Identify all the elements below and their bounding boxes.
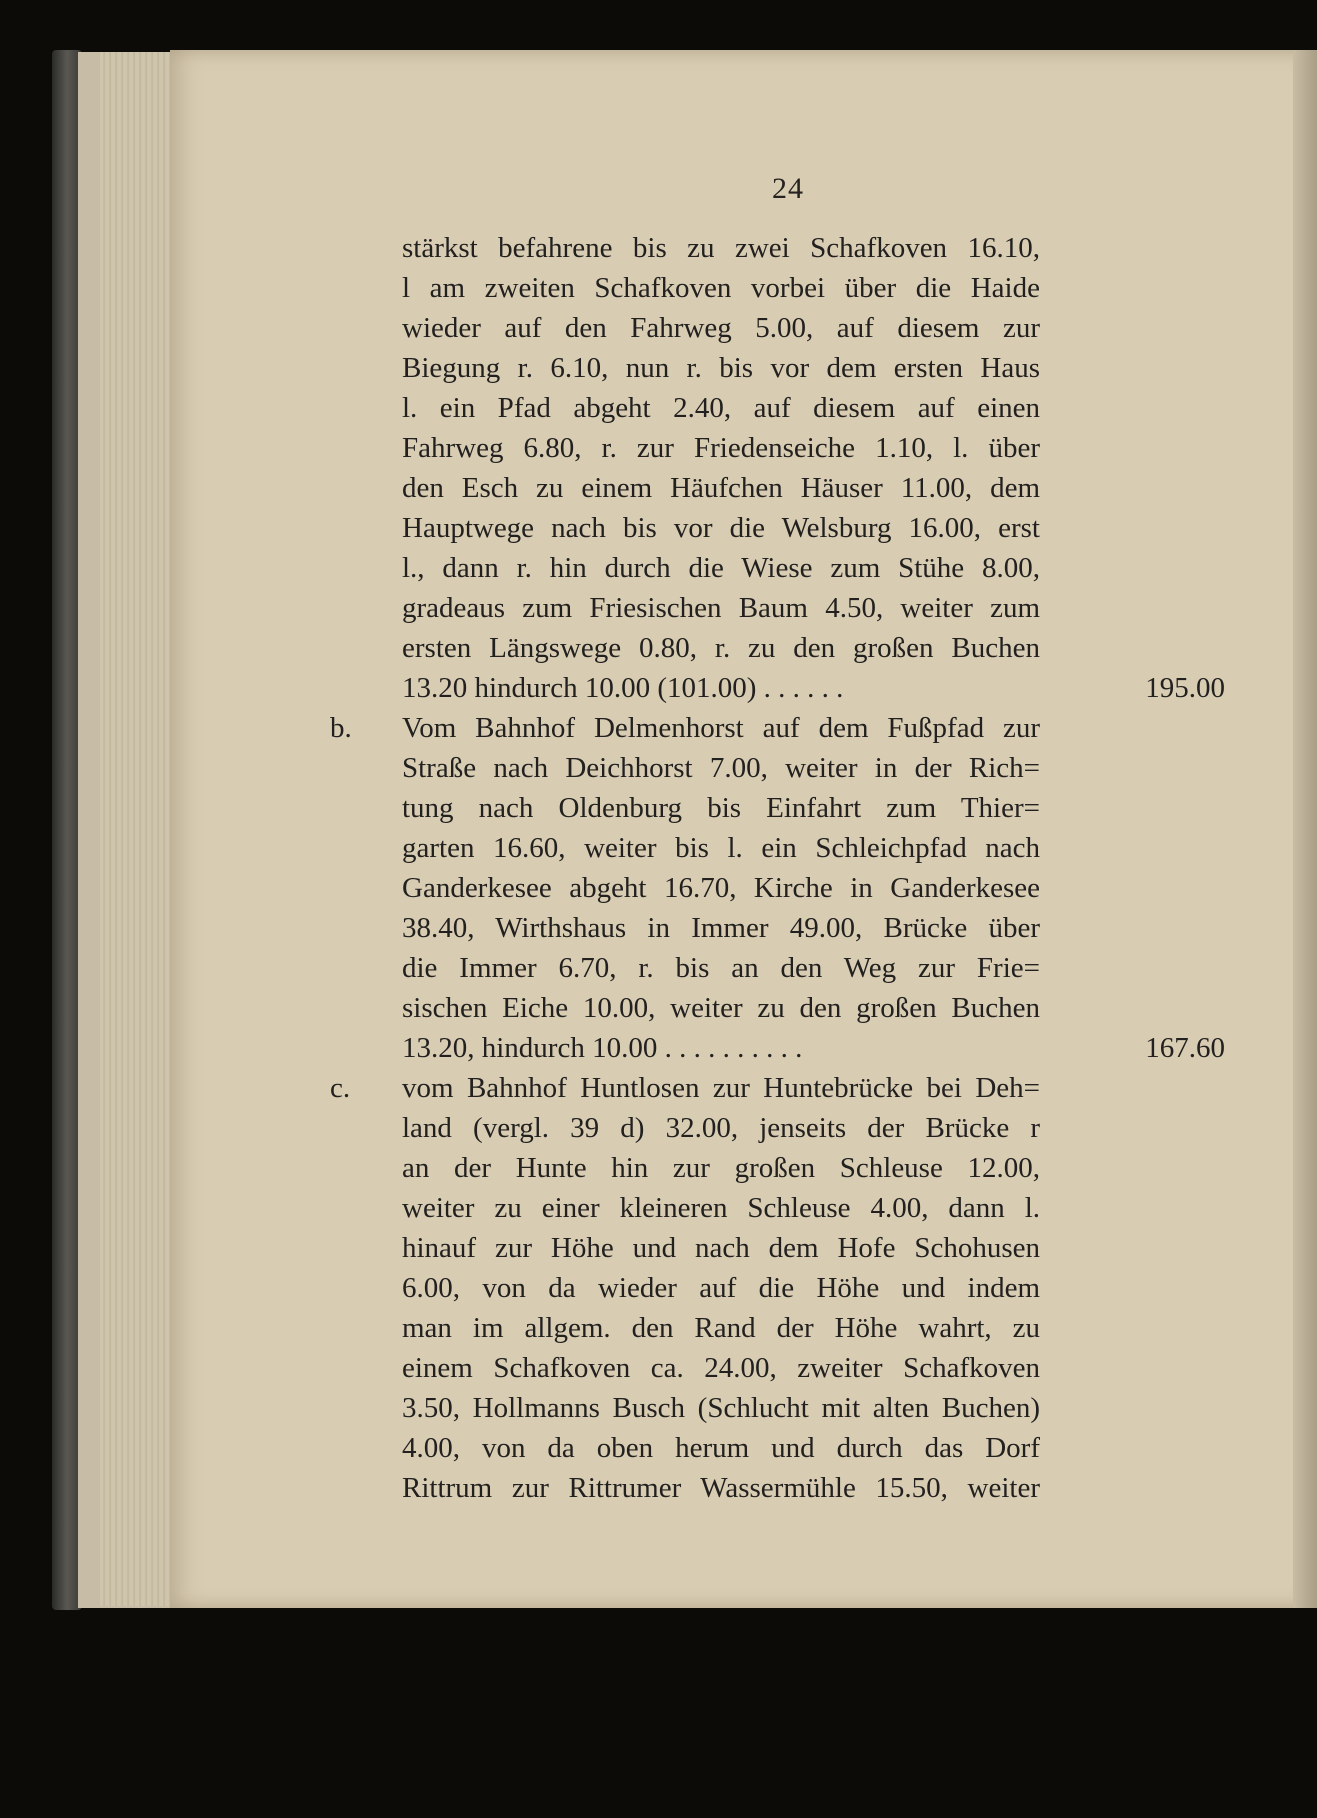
line-text: garten 16.60, weiter bis l. ein Schleichpfad nach bbox=[402, 832, 1040, 864]
line-text: tung nach Oldenburg bis Einfahrt zum Thier= bbox=[402, 792, 1040, 824]
line-text: Vom Bahnhof Delmenhorst auf dem Fußpfad zur bbox=[402, 712, 1040, 744]
text-line bbox=[330, 1188, 1230, 1228]
line-text: 13.20, hindurch 10.00 . . . . . . . . . . bbox=[402, 1032, 803, 1064]
text-line bbox=[330, 268, 1230, 308]
line-text: Ganderkesee abgeht 16.70, Kirche in Ganderkesee bbox=[402, 872, 1040, 904]
line-text: die Immer 6.70, r. bis an den Weg zur Frie= bbox=[402, 952, 1040, 984]
line-text: Hauptwege nach bis vor die Welsburg 16.00, erst bbox=[402, 512, 1040, 544]
text-line bbox=[330, 308, 1230, 348]
line-text: land (vergl. 39 d) 32.00, jenseits der Brücke r bbox=[402, 1112, 1040, 1144]
line-text: wieder auf den Fahrweg 5.00, auf diesem zur bbox=[402, 312, 1040, 344]
text-line bbox=[330, 1428, 1230, 1468]
list-marker: c. bbox=[330, 1072, 351, 1104]
line-text: 13.20 hindurch 10.00 (101.00) . . . . . . bbox=[402, 672, 844, 704]
text-line bbox=[330, 868, 1230, 908]
text-line bbox=[330, 708, 1230, 748]
text-line bbox=[330, 428, 1230, 468]
line-text: 6.00, von da wieder auf die Höhe und indem bbox=[402, 1272, 1040, 1304]
text-line bbox=[330, 588, 1230, 628]
text-line bbox=[330, 228, 1230, 268]
line-text: den Esch zu einem Häufchen Häuser 11.00, dem bbox=[402, 472, 1040, 504]
line-text: l. ein Pfad abgeht 2.40, auf diesem auf einen bbox=[402, 392, 1040, 424]
line-text: weiter zu einer kleineren Schleuse 4.00, dann l. bbox=[402, 1192, 1040, 1224]
text-line bbox=[330, 948, 1230, 988]
page-right-edge bbox=[1293, 50, 1317, 1608]
line-text: an der Hunte hin zur großen Schleuse 12.00, bbox=[402, 1152, 1040, 1184]
text-line bbox=[330, 1348, 1230, 1388]
page-edges bbox=[100, 52, 180, 1606]
text-line bbox=[330, 1468, 1230, 1508]
text-line bbox=[330, 668, 1230, 708]
distance-total: 195.00 bbox=[1145, 672, 1225, 704]
line-text: hinauf zur Höhe und nach dem Hofe Schohusen bbox=[402, 1232, 1040, 1264]
line-text: gradeaus zum Friesischen Baum 4.50, weiter zum bbox=[402, 592, 1040, 624]
text-line bbox=[330, 628, 1230, 668]
text-line bbox=[330, 1388, 1230, 1428]
text-line bbox=[330, 1148, 1230, 1188]
line-text: einem Schafkoven ca. 24.00, zweiter Schafkoven bbox=[402, 1352, 1040, 1384]
text-line bbox=[330, 548, 1230, 588]
line-text: sischen Eiche 10.00, weiter zu den großen Buchen bbox=[402, 992, 1040, 1024]
text-line bbox=[330, 508, 1230, 548]
body-text bbox=[330, 228, 1230, 1508]
text-line bbox=[330, 388, 1230, 428]
line-text: l am zweiten Schafkoven vorbei über die Haide bbox=[402, 272, 1040, 304]
text-line bbox=[330, 1108, 1230, 1148]
text-line bbox=[330, 468, 1230, 508]
line-text: l., dann r. hin durch die Wiese zum Stühe 8.00, bbox=[402, 552, 1040, 584]
line-text: Rittrum zur Rittrumer Wassermühle 15.50, weiter bbox=[402, 1472, 1040, 1504]
line-text: Fahrweg 6.80, r. zur Friedenseiche 1.10, l. über bbox=[402, 432, 1040, 464]
text-line bbox=[330, 988, 1230, 1028]
line-text: 4.00, von da oben herum und durch das Dorf bbox=[402, 1432, 1040, 1464]
list-marker: b. bbox=[330, 712, 352, 744]
text-line bbox=[330, 828, 1230, 868]
line-text: 3.50, Hollmanns Busch (Schlucht mit alten Buchen) bbox=[402, 1392, 1040, 1424]
line-text: 38.40, Wirthshaus in Immer 49.00, Brücke über bbox=[402, 912, 1040, 944]
distance-total: 167.60 bbox=[1145, 1032, 1225, 1064]
text-line bbox=[330, 788, 1230, 828]
page-number: 24 bbox=[772, 172, 804, 205]
text-line bbox=[330, 1268, 1230, 1308]
line-text: ersten Längswege 0.80, r. zu den großen Buchen bbox=[402, 632, 1040, 664]
line-text: Straße nach Deichhorst 7.00, weiter in der Rich= bbox=[402, 752, 1040, 784]
text-line bbox=[330, 348, 1230, 388]
text-line bbox=[330, 1228, 1230, 1268]
line-text: man im allgem. den Rand der Höhe wahrt, zu bbox=[402, 1312, 1040, 1344]
text-line bbox=[330, 908, 1230, 948]
text-line bbox=[330, 1028, 1230, 1068]
line-text: vom Bahnhof Huntlosen zur Huntebrücke bei Deh= bbox=[402, 1072, 1040, 1104]
line-text: stärkst befahrene bis zu zwei Schafkoven 16.10, bbox=[402, 232, 1040, 264]
text-line bbox=[330, 1308, 1230, 1348]
text-line bbox=[330, 748, 1230, 788]
text-line bbox=[330, 1068, 1230, 1108]
line-text: Biegung r. 6.10, nun r. bis vor dem ersten Haus bbox=[402, 352, 1040, 384]
